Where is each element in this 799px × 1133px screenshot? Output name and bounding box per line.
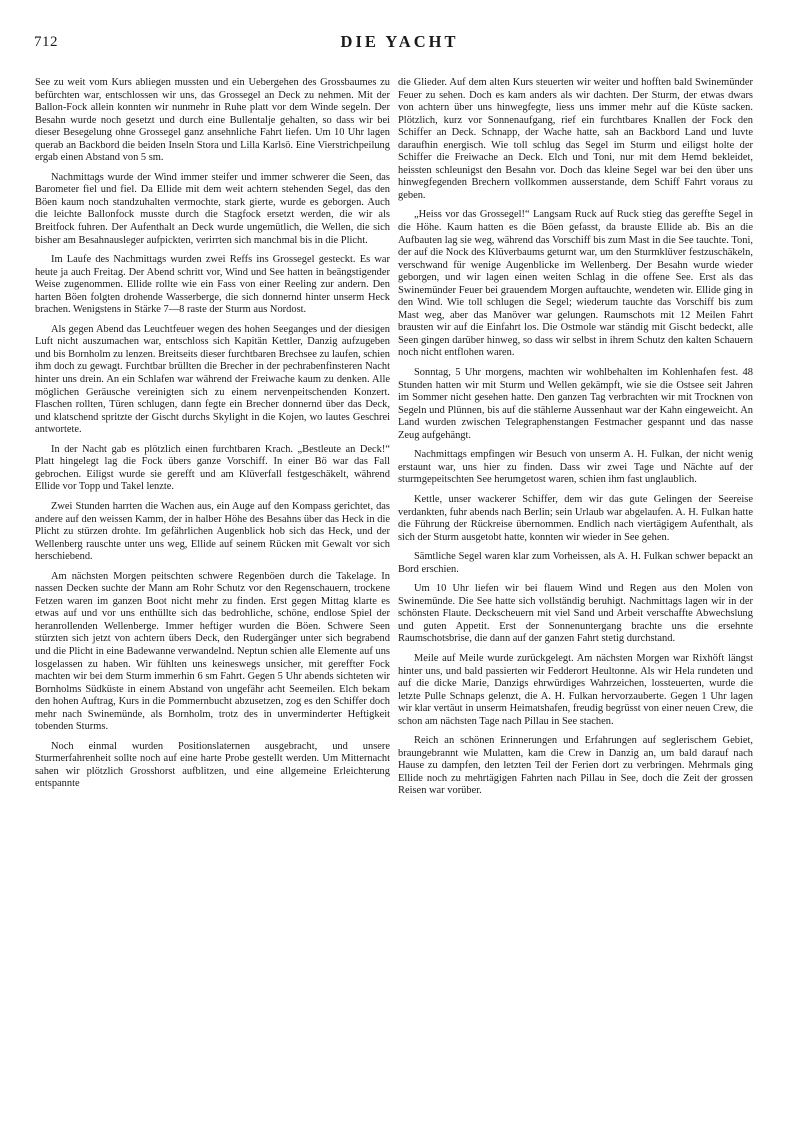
paragraph: In der Nacht gab es plötzlich einen furchtbaren Krach. „Bestleute an Deck!“ Platt hingelegt lag die Fock übers ganze Vorschiff. In einer Bö war das Fall gebrochen. Eiligst wurde sie gerefft und am Klüverfall festgeschäkelt, während Ellide vor Topp und Takel lenzte.: [35, 443, 390, 493]
paragraph: Nachmittags wurde der Wind immer steifer und immer schwerer die Seen, das Barometer fiel und fiel. Da Ellide mit dem weit achtern stehenden Segel, das den Böen kaum noch standzuhalten vermochte, stark gierte, wurde es geborgen. Auch die leichte Ballonfock musste durch die Stagfock ersetzt werden, die wir als Breitfock fuhren. Der Aufenthalt an Deck wurde ungemütlich, die Wellen, die sich bisher am Besahnausleger aufpickten, verirrten sich manchmal bis in die Plicht.: [35, 171, 390, 246]
paragraph: Sonntag, 5 Uhr morgens, machten wir wohlbehalten im Kohlenhafen fest. 48 Stunden hatten wir mit Sturm und Wellen gekämpft, wie sie die Ostsee seit Jahren im Sommer nicht gesehen hatte. Den ganzen Tag verbrachten wir mit Trocknen von Segeln und Plünnen, bis auf die stählerne Aussenhaut war der Kahn eingeweicht. An Land wurden zwischen Telegraphenstangen Festmacher gespannt und das nasse Zeug aufgehängt.: [398, 367, 753, 441]
page-number: 712: [34, 34, 58, 50]
paragraph: die Glieder. Auf dem alten Kurs steuerten wir weiter und hofften bald Swinemünder Feuer zu sehen. Doch es kam anders als wir dachten. Der Sturm, der etwas dwars von achtern über uns hinwegfegte, liess uns immer mehr auf die Küste sacken. Plötzlich, kurz vor Sonnenaufgang, rief ein furchtbares Knallen der Fock den Schiffer an Deck. Schnapp, der Wache hatte, sah an Backbord Land und luvte daraufhin energisch. Wie toll schlug das Segel im Sturm und eiligst holte der Schiffer die Freiwache an Deck. Elch und Toni, nur mit dem Hemd bekleidet, heissten schleunigst den Besahn vor. Doch das kleine Segel war bei den über uns hinwegfegenden Brechern vollkommen ausserstande, dem Schiff Fahrt voraus zu geben.: [398, 77, 753, 201]
paragraph: Kettle, unser wackerer Schiffer, dem wir das gute Gelingen der Seereise verdankten, fuhr abends nach Berlin; sein Urlaub war abgelaufen. A. H. Fulkan hatte die Führung der Rückreise übernommen. Endlich nach viertägigem Aufenthalt, als sich der Sturm ausgetobt hatte, konnten wir wieder in See gehen.: [398, 493, 753, 543]
page-header: [0, 30, 799, 54]
paragraph: Nachmittags empfingen wir Besuch von unserm A. H. Fulkan, der nicht wenig erstaunt war, uns hier zu finden. Dass wir zwei Tage und Nächte auf der sturmgepeitschten See herumgetost waren, schien ihm fast unglaublich.: [398, 449, 753, 486]
running-title: DIE YACHT: [340, 32, 459, 51]
paragraph: Sämtliche Segel waren klar zum Vorheissen, als A. H. Fulkan schwer bepackt an Bord erschien.: [398, 551, 753, 575]
paragraph: Um 10 Uhr liefen wir bei flauem Wind und Regen aus den Molen von Swinemünde. Die See hatte sich vollständig beruhigt. Nachmittags lagen wir in der schönsten Flaute. Deckscheuern mit viel Sand und Arbeit verschaffte Abwechslung und guten Appetit. Erst der Sonnenuntergang brachte uns die ersehnte Raumschotsbrise, die dann auf der ganzen Fahrt stetig durchstand.: [398, 583, 753, 645]
left-column: [35, 77, 390, 1117]
paragraph: Am nächsten Morgen peitschten schwere Regenböen durch die Takelage. In nassen Decken suchte der Mann am Rohr Schutz vor den Regenschauern, trockene Fetzen waren im ganzen Boot nicht mehr zu finden. Erst gegen Mittag klarte es etwas auf und vor uns enthüllte sich das bedrohliche, schöne, endlose Spiel der heranrollenden Wellenberge. Immer heftiger wurden die Böen. Schwere Seen stürzten sich jetzt von achtern übers Deck, den Rudergänger unter sich begrabend und die Plicht in eine Badewanne verwandelnd. Neptun schien alle Elemente auf uns losgelassen zu haben. Wir fühlten uns keineswegs unsicher, mit gereffter Fock machten wir bei dem Sturm immerhin 6 sm Fahrt. Gegen 5 Uhr abends sichteten wir Bornholms Südküste in einem Abstand von ungefähr acht Seemeilen. Elch bekam den hohen Auftrag, Kurs in die Pommernbucht abzusetzen, zog es den Schiffer doch mehr nach Swinemünde, als Bornholm, trotz des in unverminderter Heftigkeit tobenden Sturms.: [35, 570, 390, 733]
paragraph: Noch einmal wurden Positionslaternen ausgebracht, und unsere Sturmerfahrenheit sollte noch auf eine harte Probe gestellt werden. Um Mitternacht sahen wir plötzlich Grosshorst aufblitzen, und eine allgemeine Erleichterung entspannte: [35, 740, 390, 790]
paragraph: Im Laufe des Nachmittags wurden zwei Reffs ins Grossegel gesteckt. Es war heute ja auch Freitag. Der Abend schritt vor, Wind und See hatten in beängstigender Weise zugenommen. Ellide rollte wie ein Fass von einer Reeling zur andern. Den harten Böen folgten drohende Wasserberge, die sich donnernd hinter unserm Heck brachen. Wenigstens in Stärke 7—8 raste der Sturm aus Nordost.: [35, 254, 390, 316]
paragraph: Zwei Stunden harrten die Wachen aus, ein Auge auf den Kompass gerichtet, das andere auf den weissen Kamm, der in halber Höhe des Besahns über das Heck in die Plicht zu stürzen drohte. Im gefährlichen Augenblick hob sich das Heck, und der Wellenberg rauschte unter uns weg, Ellide auf seinem Rücken mit Gewalt vor sich herschiebend.: [35, 500, 390, 563]
paragraph: Als gegen Abend das Leuchtfeuer wegen des hohen Seeganges und der diesigen Luft nicht auszumachen war, entschloss sich Kapitän Kettler, Danzig aufzugeben und bis Bornholm zu lenzen. Breitseits dieser furchtbaren Brechsee zu laufen, schien ihm doch zu gewagt. Furchtbar brüllten die Brecher in der pechrabenfinsteren Nacht hinter uns drein. An ein Schlafen war während der Freiwache kaum zu denken. Alle möglichen Geräusche vereinigten sich zu einem nervenpeitschenden Konzert. Flaschen rollten, Türen schlugen, dann fegte ein Brecher donnernd über das Deck, und klatschend spritzte der Gischt durchs Skylight in die Kojen, wo lautes Geschrei antwortete.: [35, 323, 390, 436]
paragraph: Meile auf Meile wurde zurückgelegt. Am nächsten Morgen war Rixhöft längst hinter uns, und bald passierten wir Fedderort Heultonne. Als wir Hela rundeten und auf die dicke Marie, Danzigs ehrwürdiges Wahrzeichen, lossteuerten, wurde die letzte Pulle Schnaps gelenzt, die A. H. Fulkan hervorzauberte. Gegen 1 Uhr lagen wir klar vertäut in unserm Heimatshafen, freudig begrüsst von einer neuen Crew, die schon am nächsten Tage nach Pillau in See stachen.: [398, 652, 753, 727]
paragraph: „Heiss vor das Grossegel!“ Langsam Ruck auf Ruck stieg das gereffte Segel in die Höhe. Kaum hatten es die Böen gefasst, da brauste Ellide ab. Bis an die Aufbauten lag sie weg, während das Vorschiff bis zum Mast in die See tauchte. Toni, der auf die Nock des Klüverbaums geturnt war, um den Sturmklüver festzuschäkeln, verschwand für wenige Augenblicke im Wellenberg. Der Besahn wurde wieder geborgen, und wir lagen einen weiten Schlag in die offene See. Erst als das Swinemünder Feuer bei grauendem Morgen auftauchte, wendeten wir. Ellide ging in den Wind. Wie toll schlugen die Segel; wiederum tauchte das Vorschiff bis zum Mast weg, aber das Manöver war gelungen. Raumschots mit 12 Meilen Fahrt brausten wir auf die Einfahrt los. Die Ostmole war ständig mit Gischt bedeckt, alle Seen gingen darüber hinweg, so dass wir selbst in ihrem Schutz den kalten Schauern noch nicht entflohen waren.: [398, 209, 753, 359]
paragraph: Reich an schönen Erinnerungen und Erfahrungen auf seglerischem Gebiet, braungebrannt wie Mulatten, kam die Crew in Danzig an, um bald darauf nach Hause zu dampfen, den letzten Teil der Ferien dort zu verbringen. Mehrmals ging Ellide noch zu mehrtägigen Fahrten nach Pillau in See, doch die Zeit der grossen Reisen war vorüber.: [398, 735, 753, 797]
paragraph: See zu weit vom Kurs abliegen mussten und ein Uebergehen des Grossbaumes zu befürchten war, entschlossen wir uns, das Grossegel an Deck zu nehmen. Mit der Ballon-Fock allein konnten wir nunmehr in Ruhe platt vor dem Winde segeln. Der Besahn wurde noch gesetzt und durch eine Bullentalje gehalten, so dass wir bei dieser Besegelung ohne Grossegel ganz ansehnliche Fahrt liefen. Um 10 Uhr lagen querab an Backbord die beiden Inseln Stora und Lilla Karlsö. Eine Vierstrichpeilung ergab einen Abstand von 5 sm.: [35, 77, 390, 164]
right-column: [398, 77, 753, 1117]
